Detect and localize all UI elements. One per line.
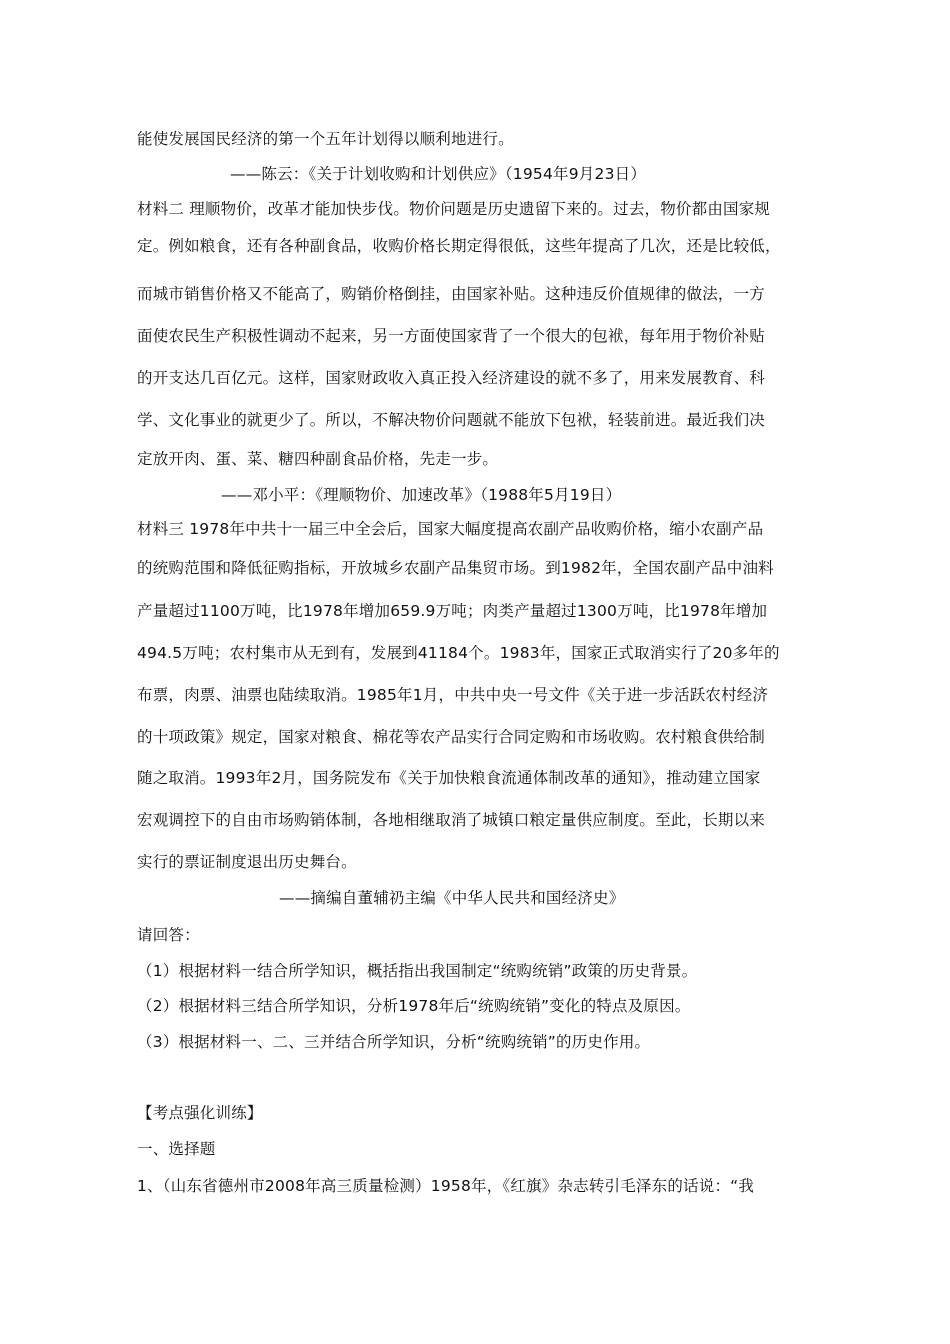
text-line: 随之取消。1993年2月，国务院发布《关于加快粮食流通体制改革的通知》，推动建立国家 xyxy=(137,769,761,787)
subsection-heading: 一、选择题 xyxy=(137,1140,216,1158)
citation-line: ——陈云：《关于计划收购和计划供应》（1954年9月23日） xyxy=(230,165,647,183)
text-line: 494.5万吨；农村集市从无到有，发展到41184个。1983年，国家正式取消实行了20多年的 xyxy=(137,644,780,662)
text-line: 的十项政策》规定，国家对粮食、棉花等农产品实行合同定购和市场收购。农村粮食供给制 xyxy=(137,728,766,746)
text-line: 宏观调控下的自由市场购销体制，各地相继取消了城镇口粮定量供应制度。至此，长期以来 xyxy=(137,811,766,829)
text-line: 1、（山东省德州市2008年高三质量检测）1958年，《红旗》杂志转引毛泽东的话说：“我 xyxy=(137,1177,755,1195)
text-line: 而城市销售价格又不能高了，购销价格倒挂，由国家补贴。这种违反价值规律的做法，一方 xyxy=(137,285,766,303)
text-line: 材料二 理顺物价，改革才能加快步伐。物价问题是历史遗留下来的。过去，物价都由国家规 xyxy=(137,200,771,218)
text-line: 面使农民生产积极性调动不起来，另一方面使国家背了一个很大的包袱，每年用于物价补贴 xyxy=(137,327,766,345)
text-line: 学、文化事业的就更少了。所以，不解决物价问题就不能放下包袱，轻装前进。最近我们决 xyxy=(137,411,766,429)
text-line: 能使发展国民经济的第一个五年计划得以顺利地进行。 xyxy=(137,130,514,148)
text-line: 的开支达几百亿元。这样，国家财政收入真正投入经济建设的就不多了，用来发展教育、科 xyxy=(137,369,766,387)
citation-line: ——邓小平：《理顺物价、加速改革》（1988年5月19日） xyxy=(221,486,622,504)
text-line: 产量超过1100万吨，比1978年增加659.9万吨；肉类产量超过1300万吨，比1978年增加 xyxy=(137,602,768,620)
text-line: 的统购范围和降低征购指标，开放城乡农副产品集贸市场。到1982年，全国农副产品中油料 xyxy=(137,559,774,577)
text-line: 定放开肉、蛋、菜、糖四种副食品价格，先走一步。 xyxy=(137,450,499,468)
text-line: 材料三 1978年中共十一届三中全会后，国家大幅度提高农副产品收购价格，缩小农副产品 xyxy=(137,520,764,538)
text-line: 布票，肉票、油票也陆续取消。1985年1月，中共中央一号文件《关于进一步活跃农村经济 xyxy=(137,686,769,704)
question-item: （2）根据材料三结合所学知识，分析1978年后“统购统销”变化的特点及原因。 xyxy=(137,997,691,1015)
question-prompt: 请回答： xyxy=(137,926,200,944)
section-heading: 【考点强化训练】 xyxy=(137,1104,263,1122)
citation-line: ——摘编自董辅礽主编《中华人民共和国经济史》 xyxy=(279,889,625,907)
question-item: （1）根据材料一结合所学知识，概括指出我国制定“统购统销”政策的历史背景。 xyxy=(137,962,698,980)
question-item: （3）根据材料一、二、三并结合所学知识，分析“统购统销”的历史作用。 xyxy=(137,1033,651,1051)
text-line: 实行的票证制度退出历史舞台。 xyxy=(137,853,357,871)
text-line: 定。例如粮食，还有各种副食品，收购价格长期定得很低，这些年提高了几次，还是比较低， xyxy=(137,237,781,255)
